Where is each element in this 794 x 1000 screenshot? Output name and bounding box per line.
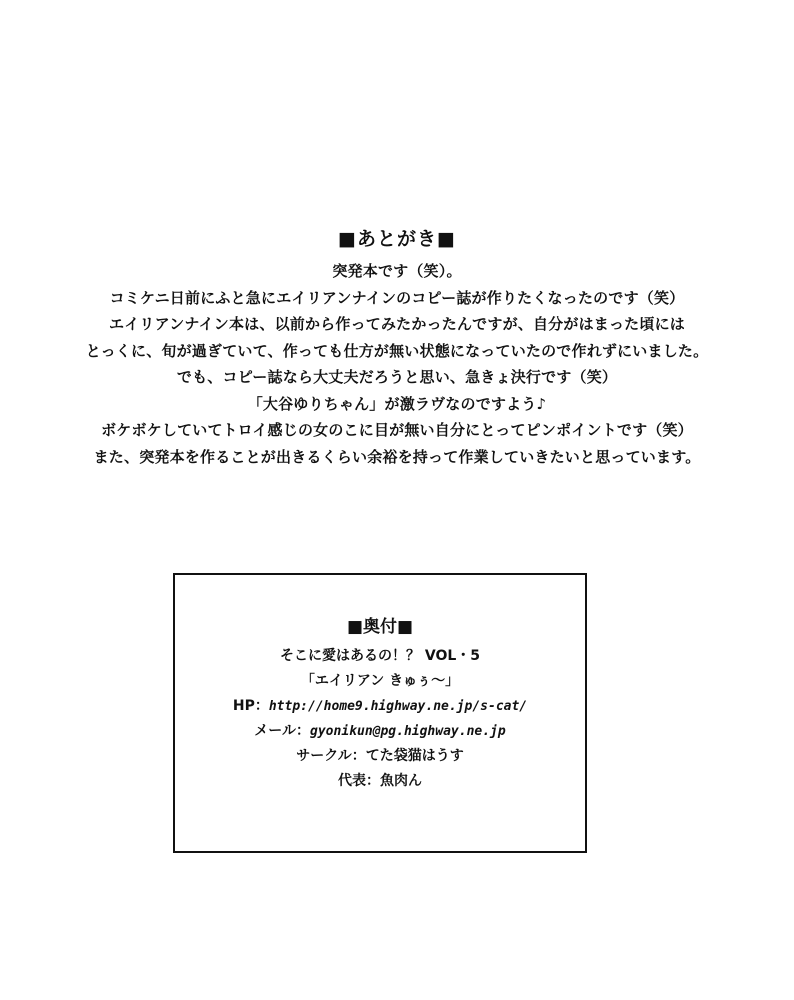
afterword-line-4: とっくに、旬が過ぎていて、作っても仕方が無い状態になっていたので作れずにいました。	[85, 341, 709, 360]
representative-row	[175, 769, 585, 794]
book-subtitle: 「エイリアン きゅぅ～」	[300, 673, 460, 689]
book-title: そこに愛はあるの！？ VOL・5	[279, 648, 481, 664]
afterword-line-2: コミケニ日前にふと急にエイリアンナインのコピー誌が作りたくなったのです（笑）	[109, 288, 685, 307]
colophon-box	[173, 573, 587, 853]
colophon-title: ■奥付■	[346, 617, 414, 637]
mail-row	[175, 719, 585, 744]
afterword-section	[0, 226, 794, 470]
afterword-line-5: でも、コピー誌なら大丈夫だろうと思い、急きょ決行です（笑）	[176, 368, 618, 386]
mail-address: gyonikun@pg.highway.ne.jp	[310, 724, 506, 739]
afterword-line-3: エイリアンナイン本は、以前から作ってみたかったんですが、自分がはまった頃には	[109, 315, 685, 333]
afterword-title: ■あとがき■	[338, 228, 456, 250]
circle-row	[175, 744, 585, 769]
afterword-line-1: 突発本です（笑）。	[332, 262, 462, 280]
homepage-url: http://home9.highway.ne.jp/s-cat/	[268, 699, 528, 714]
homepage-label: HP：	[232, 698, 269, 714]
afterword-line-8: また、突発本を作ることが出きるくらい余裕を持って作業していきたいと思っています。	[93, 447, 701, 466]
mail-label: メール：	[254, 723, 311, 739]
afterword-line-7: ボケボケしていてトロイ感じの女のこに目が無い自分にとってピンポイントです（笑）	[101, 421, 693, 439]
homepage-row	[175, 694, 585, 719]
representative-label: 代表：	[338, 773, 380, 789]
circle-name: てた袋猫はうす	[365, 748, 464, 764]
circle-label: サークル：	[296, 748, 366, 764]
afterword-line-6: 「大谷ゆりちゃん」が激ラヴなのですよう♪	[247, 394, 547, 413]
representative-name: 魚肉ん	[380, 773, 422, 789]
